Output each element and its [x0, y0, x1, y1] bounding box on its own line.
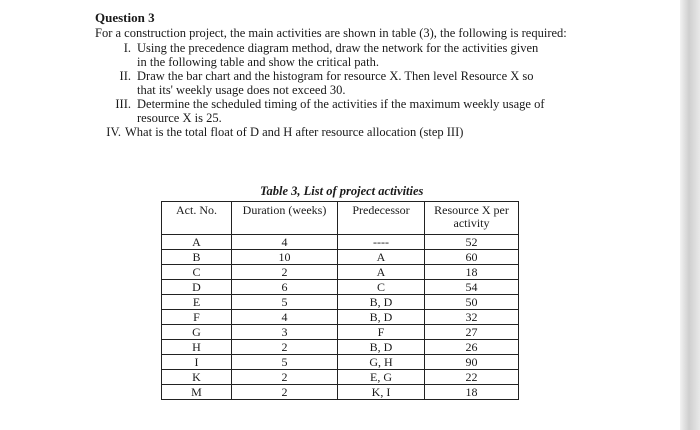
cell-predecessor: A	[338, 265, 425, 280]
table-row	[162, 265, 519, 280]
cell-predecessor: C	[338, 280, 425, 295]
cell-act: F	[162, 310, 232, 325]
cell-resource: 50	[425, 295, 519, 310]
table-row	[162, 250, 519, 265]
cell-resource: 27	[425, 325, 519, 340]
cell-resource: 54	[425, 280, 519, 295]
cell-duration: 3	[232, 325, 338, 340]
table-row	[162, 385, 519, 400]
cell-duration: 2	[232, 265, 338, 280]
cell-duration: 2	[232, 370, 338, 385]
cell-predecessor: ----	[338, 235, 425, 250]
table-row	[162, 235, 519, 250]
cell-duration: 4	[232, 235, 338, 250]
cell-act: K	[162, 370, 232, 385]
cell-resource: 18	[425, 385, 519, 400]
cell-act: B	[162, 250, 232, 265]
requirements-list	[95, 41, 615, 139]
question-intro: For a construction project, the main activities are shown in table (3), the following is required:	[95, 26, 567, 40]
cell-predecessor: K, I	[338, 385, 425, 400]
cell-resource: 22	[425, 370, 519, 385]
requirement-text: Draw the bar chart and the histogram for resource X. Then level Resource X so that its' weekly usage does not exceed 30.	[137, 69, 534, 97]
requirement-text: What is the total float of D and H after resource allocation (step III)	[125, 125, 464, 139]
cell-duration: 2	[232, 340, 338, 355]
cell-predecessor: B, D	[338, 310, 425, 325]
cell-act: E	[162, 295, 232, 310]
header-duration: Duration (weeks)	[232, 202, 338, 235]
cell-predecessor: B, D	[338, 340, 425, 355]
cell-act: I	[162, 355, 232, 370]
table-row	[162, 280, 519, 295]
header-predecessor: Predecessor	[338, 202, 425, 235]
requirement-number: I.	[123, 41, 131, 55]
table-row	[162, 325, 519, 340]
cell-predecessor: F	[338, 325, 425, 340]
table-row	[162, 355, 519, 370]
cell-duration: 2	[232, 385, 338, 400]
cell-duration: 5	[232, 295, 338, 310]
requirement-item	[95, 41, 615, 69]
requirement-text: Determine the scheduled timing of the activities if the maximum weekly usage of resource X is 25.	[137, 97, 545, 125]
table-header-row	[162, 202, 519, 235]
cell-act: H	[162, 340, 232, 355]
cell-predecessor: E, G	[338, 370, 425, 385]
cell-act: D	[162, 280, 232, 295]
cell-duration: 6	[232, 280, 338, 295]
cell-predecessor: B, D	[338, 295, 425, 310]
cell-resource: 60	[425, 250, 519, 265]
table-row	[162, 295, 519, 310]
cell-duration: 4	[232, 310, 338, 325]
requirement-item	[95, 69, 615, 97]
requirement-text: Using the precedence diagram method, draw the network for the activities given in the following table and show the critical path.	[137, 41, 539, 69]
question-title: Question 3	[95, 10, 155, 25]
cell-resource: 26	[425, 340, 519, 355]
requirement-item	[95, 97, 615, 125]
header-act-no: Act. No.	[162, 202, 232, 235]
requirement-item	[95, 125, 615, 139]
cell-resource: 18	[425, 265, 519, 280]
cell-resource: 32	[425, 310, 519, 325]
table-row	[162, 370, 519, 385]
cell-resource: 90	[425, 355, 519, 370]
cell-duration: 10	[232, 250, 338, 265]
table-caption: Table 3, List of project activities	[260, 184, 424, 198]
cell-act: M	[162, 385, 232, 400]
requirement-number: III.	[115, 97, 131, 111]
question-block	[95, 10, 615, 139]
cell-resource: 52	[425, 235, 519, 250]
cell-act: A	[162, 235, 232, 250]
table-row	[162, 310, 519, 325]
requirement-number: IV.	[106, 125, 121, 139]
cell-predecessor: A	[338, 250, 425, 265]
requirement-number: II.	[119, 69, 131, 83]
cell-act: C	[162, 265, 232, 280]
cell-duration: 5	[232, 355, 338, 370]
header-resource-x: Resource X per activity	[425, 202, 519, 235]
table-row	[162, 340, 519, 355]
page-edge-shadow	[680, 0, 700, 430]
cell-predecessor: G, H	[338, 355, 425, 370]
cell-act: G	[162, 325, 232, 340]
activities-table	[161, 201, 519, 400]
